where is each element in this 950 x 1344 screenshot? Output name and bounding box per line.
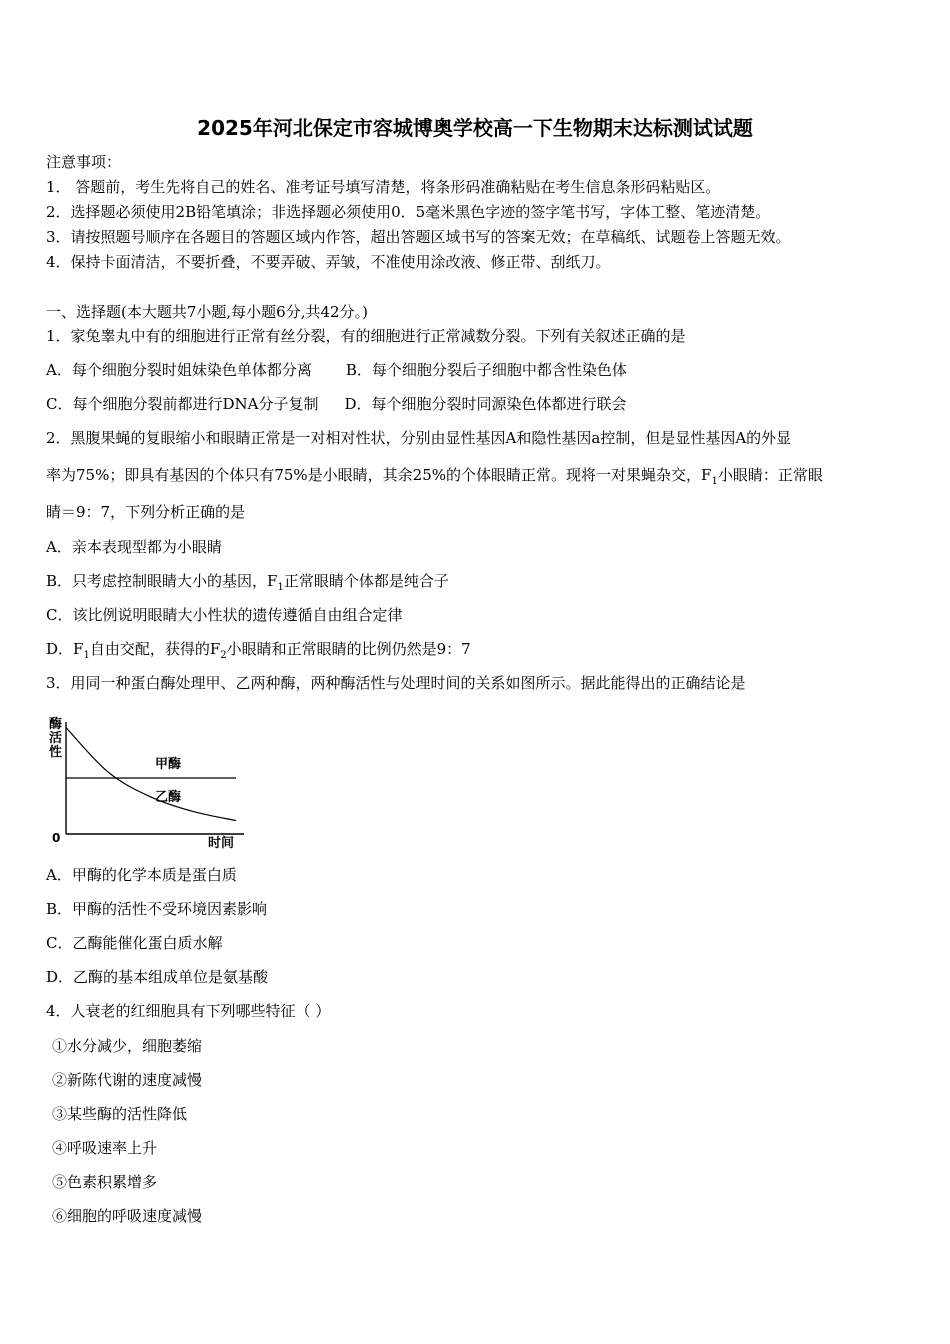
q4-item-1: ①水分减少，细胞萎缩	[52, 1037, 203, 1055]
notice-item-2: 2．选择题必须使用2B铅笔填涂；非选择题必须使用0．5毫米黑色字迹的签字笔书写，字体工整、笔迹清楚。	[46, 203, 771, 221]
y-label-char-3: 性	[49, 745, 63, 760]
q4-stem: 4．人衰老的红细胞具有下列哪些特征（ ）	[46, 1002, 331, 1020]
q3-stem: 3．用同一种蛋白酶处理甲、乙两种酶，两种酶活性与处理时间的关系如图所示。据此能得出的正确结论是	[46, 674, 746, 692]
q1-option-b: B．每个细胞分裂后子细胞中都含性染色体	[345, 361, 627, 379]
q2-stem-line1: 2．黑腹果蝇的复眼缩小和眼睛正常是一对相对性状，分别由显性基因A和隐性基因a控制，但是显性基因A的外显	[46, 429, 792, 447]
q2-stem-line3: 睛＝9：7，下列分析正确的是	[46, 503, 246, 521]
q1-options-row2	[46, 394, 627, 414]
y-label-char-2: 活	[49, 731, 63, 746]
y-label-char-1: 酶	[49, 717, 63, 732]
q2-stem-line2: 率为75%；即具有基因的个体只有75%是小眼睛，其余25%的个体眼睛正常。现将一对果蝇杂交，$F_1$小眼睛：正常眼	[46, 466, 823, 487]
q3-option-b: B．甲酶的活性不受环境因素影响	[46, 900, 268, 918]
origin-label: 0	[52, 831, 61, 845]
q3-option-c: C．乙酶能催化蛋白质水解	[46, 934, 223, 952]
notice-item-4: 4．保持卡面清洁，不要折叠，不要弄破、弄皱，不准使用涂改液、修正带、刮纸刀。	[46, 253, 611, 271]
q2-option-a: A．亲本表现型都为小眼睛	[46, 538, 222, 556]
q2-option-b: B．只考虑控制眼睛大小的基因，$F_1$正常眼睛个体都是纯合子	[46, 572, 449, 593]
q2-option-c: C．该比例说明眼睛大小性状的遗传遵循自由组合定律	[46, 606, 403, 624]
q1-option-d: D．每个细胞分裂时同源染色体都进行联会	[344, 395, 627, 413]
q1-option-c: C．每个细胞分裂前都进行DNA分子复制	[46, 395, 319, 413]
q1-stem: 1．家兔睾丸中有的细胞进行正常有丝分裂，有的细胞进行正常减数分裂。下列有关叙述正确的是	[46, 327, 686, 345]
q1-options-row1	[46, 360, 627, 380]
x-axis-label: 时间	[208, 836, 235, 851]
page-title: 2025年河北保定市容城博奥学校高一下生物期末达标测试试题	[197, 116, 753, 140]
q3-option-d: D．乙酶的基本组成单位是氨基酸	[46, 968, 269, 986]
q4-item-5: ⑤色素积累增多	[52, 1173, 158, 1191]
notice-item-3: 3．请按照题号顺序在各题目的答题区域内作答，超出答题区域书写的答案无效；在草稿纸、试题卷上答题无效。	[46, 228, 791, 246]
q3-option-a: A．甲酶的化学本质是蛋白质	[46, 866, 237, 884]
q1-option-a: A．每个细胞分裂时姐妹染色单体都分离	[46, 361, 312, 379]
notice-item-1: 1． 答题前，考生先将自己的姓名、准考证号填写清楚，将条形码准确粘贴在考生信息条形码粘贴区。	[46, 178, 721, 196]
notice-heading: 注意事项：	[46, 153, 122, 171]
series-label-yi: 乙酶	[155, 790, 182, 805]
series-curve-yi	[66, 728, 236, 821]
series-label-jia: 甲酶	[155, 757, 182, 772]
q4-item-2: ②新陈代谢的速度减慢	[52, 1071, 203, 1089]
q4-item-6: ⑥细胞的呼吸速度减慢	[52, 1207, 203, 1225]
q2-option-d: D．$F_1$自由交配，获得的$F_2$小眼睛和正常眼睛的比例仍然是9：7	[46, 640, 471, 661]
q4-item-3: ③某些酶的活性降低	[52, 1105, 188, 1123]
q4-item-4: ④呼吸速率上升	[52, 1139, 158, 1157]
enzyme-activity-graph	[44, 712, 249, 852]
section-heading: 一、选择题(本大题共7小题,每小题6分,共42分。)	[46, 303, 368, 321]
